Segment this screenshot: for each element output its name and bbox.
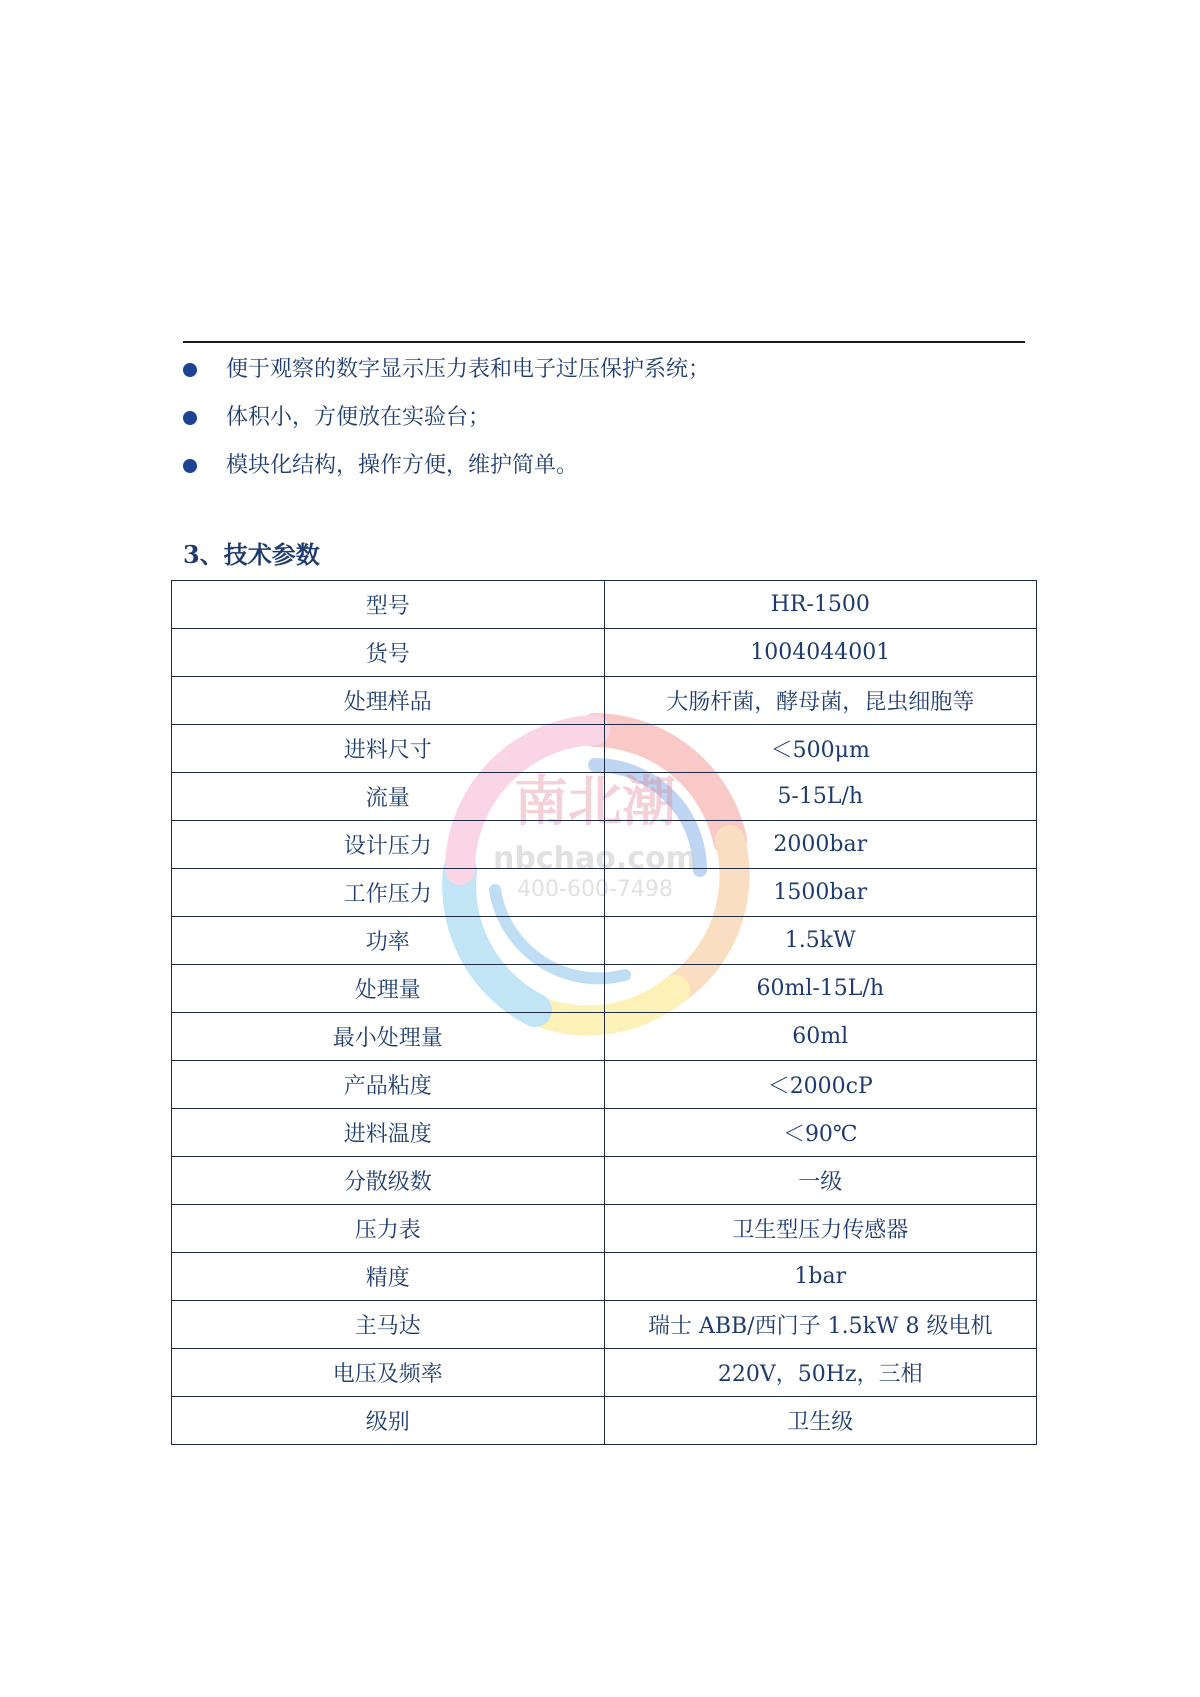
spec-row bbox=[172, 1157, 1037, 1205]
watermark-site: nbchao.com bbox=[493, 841, 697, 876]
spec-row bbox=[172, 1253, 1037, 1301]
spec-label: 分散级数 bbox=[172, 1157, 605, 1205]
spec-value: 2000bar bbox=[604, 821, 1037, 869]
section-heading: 3、技术参数 bbox=[183, 540, 320, 569]
spec-label: 货号 bbox=[172, 629, 605, 677]
spec-value: 60ml bbox=[604, 1013, 1037, 1061]
spec-label: 最小处理量 bbox=[172, 1013, 605, 1061]
spec-value: 1bar bbox=[604, 1253, 1037, 1301]
spec-label: 进料温度 bbox=[172, 1109, 605, 1157]
spec-label: 功率 bbox=[172, 917, 605, 965]
watermark-brand: 南北潮 bbox=[514, 769, 676, 833]
spec-value: 1004044001 bbox=[604, 629, 1037, 677]
watermark-phone: 400-600-7498 bbox=[517, 877, 673, 902]
spec-row bbox=[172, 581, 1037, 629]
spec-row bbox=[172, 869, 1037, 917]
spec-row bbox=[172, 1349, 1037, 1397]
spec-value: 卫生级 bbox=[604, 1397, 1037, 1445]
spec-label: 产品粘度 bbox=[172, 1061, 605, 1109]
spec-value: HR-1500 bbox=[604, 581, 1037, 629]
spec-label: 压力表 bbox=[172, 1205, 605, 1253]
feature-item bbox=[183, 346, 1043, 394]
spec-value: ＜90℃ bbox=[604, 1109, 1037, 1157]
spec-row bbox=[172, 1109, 1037, 1157]
spec-label: 型号 bbox=[172, 581, 605, 629]
feature-item bbox=[183, 442, 1043, 490]
spec-value: 220V，50Hz，三相 bbox=[604, 1349, 1037, 1397]
spec-row bbox=[172, 965, 1037, 1013]
spec-value: ＜500μm bbox=[604, 725, 1037, 773]
feature-text: 模块化结构，操作方便，维护简单。 bbox=[226, 453, 579, 478]
spec-label: 电压及频率 bbox=[172, 1349, 605, 1397]
spec-label: 主马达 bbox=[172, 1301, 605, 1349]
bullet-dot-icon bbox=[183, 411, 197, 425]
spec-table-body bbox=[172, 581, 1037, 1445]
spec-row bbox=[172, 773, 1037, 821]
spec-row bbox=[172, 821, 1037, 869]
bullet-dot-icon bbox=[183, 459, 197, 473]
spec-value: 瑞士 ABB/西门子 1.5kW 8 级电机 bbox=[604, 1301, 1037, 1349]
spec-row bbox=[172, 917, 1037, 965]
spec-label: 处理样品 bbox=[172, 677, 605, 725]
spec-row bbox=[172, 1013, 1037, 1061]
spec-label: 处理量 bbox=[172, 965, 605, 1013]
feature-list bbox=[183, 346, 1043, 490]
spec-row bbox=[172, 1061, 1037, 1109]
spec-label: 工作压力 bbox=[172, 869, 605, 917]
feature-text: 体积小，方便放在实验台； bbox=[226, 405, 491, 430]
spec-label: 进料尺寸 bbox=[172, 725, 605, 773]
spec-value: 1500bar bbox=[604, 869, 1037, 917]
spec-table bbox=[171, 580, 1037, 1445]
spec-row bbox=[172, 629, 1037, 677]
spec-value: 大肠杆菌，酵母菌，昆虫细胞等 bbox=[604, 677, 1037, 725]
spec-label: 流量 bbox=[172, 773, 605, 821]
bullet-dot-icon bbox=[183, 363, 197, 377]
spec-row bbox=[172, 725, 1037, 773]
spec-row bbox=[172, 1205, 1037, 1253]
spec-value: 60ml-15L/h bbox=[604, 965, 1037, 1013]
spec-value: 5-15L/h bbox=[604, 773, 1037, 821]
spec-value: 卫生型压力传感器 bbox=[604, 1205, 1037, 1253]
spec-row bbox=[172, 677, 1037, 725]
spec-label: 级别 bbox=[172, 1397, 605, 1445]
spec-row bbox=[172, 1301, 1037, 1349]
spec-label: 设计压力 bbox=[172, 821, 605, 869]
spec-value: 1.5kW bbox=[604, 917, 1037, 965]
header-rule bbox=[183, 341, 1025, 343]
spec-label: 精度 bbox=[172, 1253, 605, 1301]
spec-value: 一级 bbox=[604, 1157, 1037, 1205]
spec-row bbox=[172, 1397, 1037, 1445]
spec-value: ＜2000cP bbox=[604, 1061, 1037, 1109]
feature-text: 便于观察的数字显示压力表和电子过压保护系统； bbox=[226, 357, 711, 382]
feature-item bbox=[183, 394, 1043, 442]
